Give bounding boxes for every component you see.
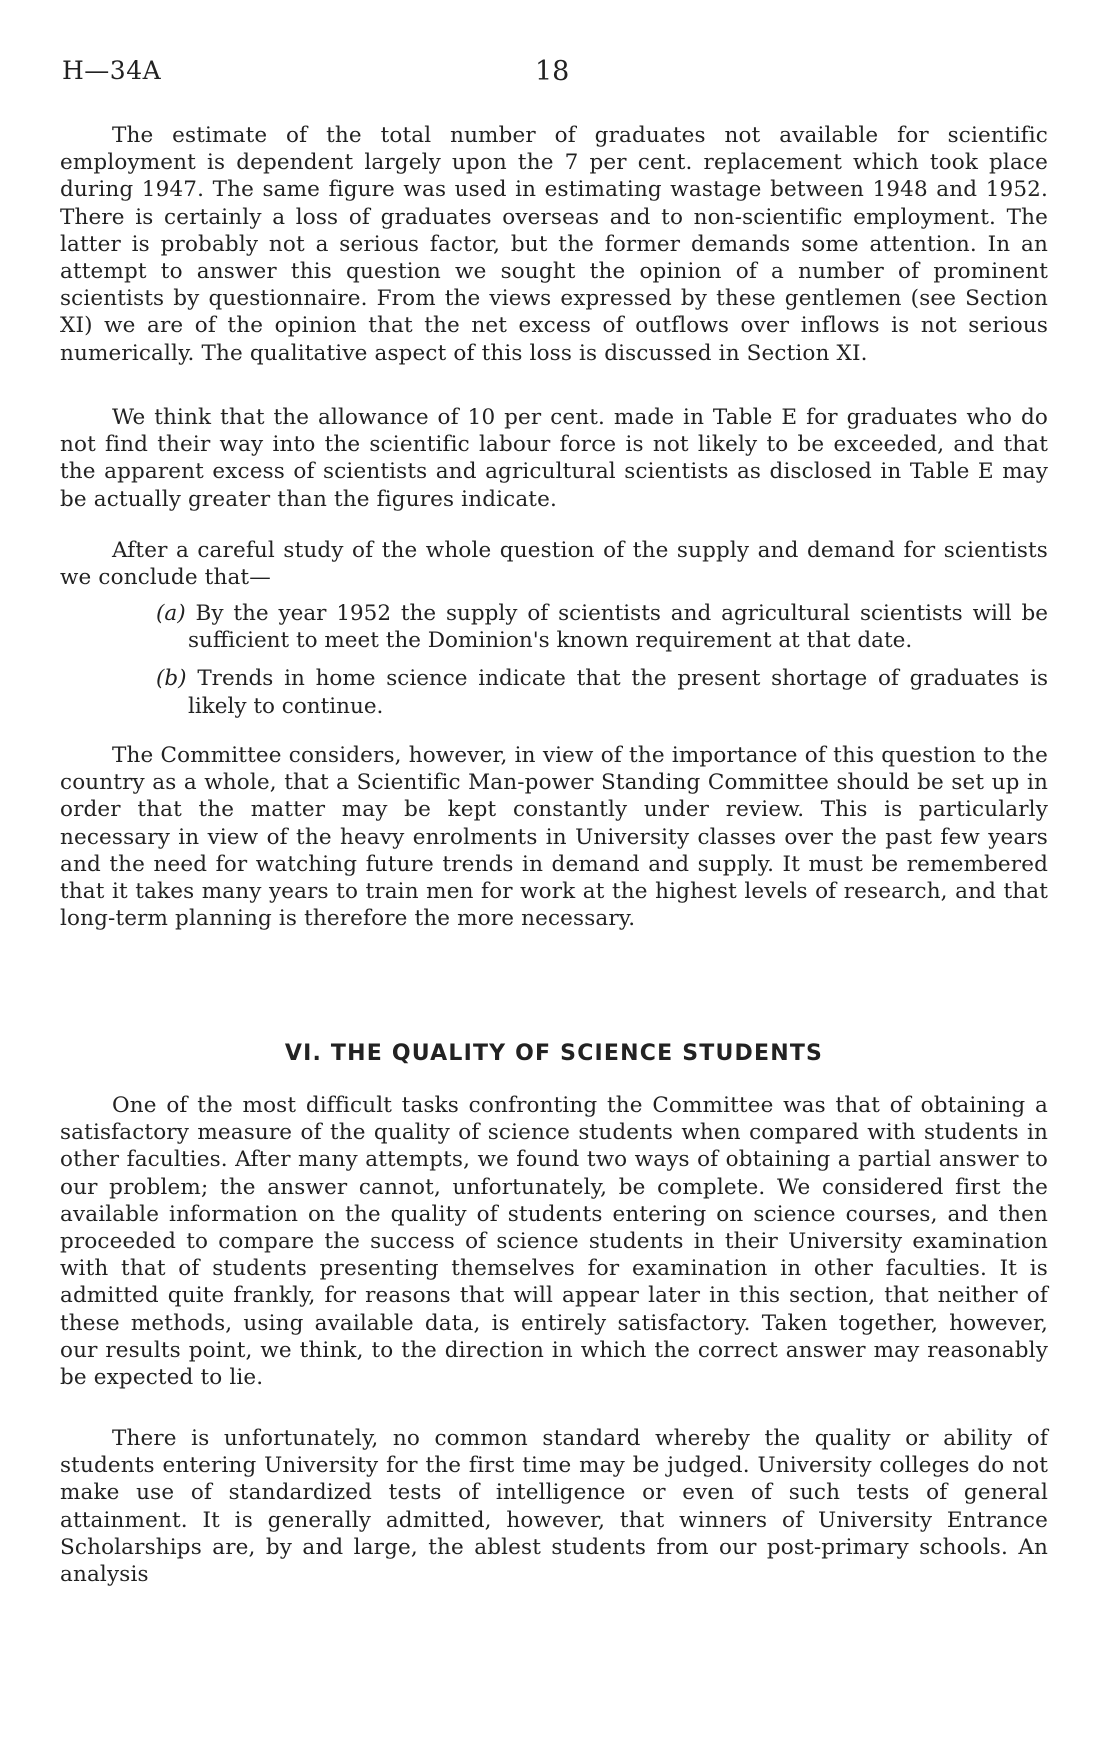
conclusion-list <box>60 600 1048 731</box>
paragraph-quality-measure: One of the most difficult tasks confronting the Committee was that of obtaining a satisfactory measure of the quality of science students when compared with students in other faculties. After many attempts, we found two ways of obtaining a partial answer to our problem; the answer cannot, unfortunately, be complete. We considered first the available information on the quality of students entering on science courses, and then proceeded to compare the success of science students in their University examination with that of students presenting themselves for examination in other faculties. It is admitted quite frankly, for reasons that will appear later in this section, that neither of these methods, using available data, is entirely satisfactory. Taken together, however, our results point, we think, to the direction in which the correct answer may reasonably be expected to lie. <box>60 1093 1048 1391</box>
paragraph-entrance-standard: There is unfortunately, no common standard whereby the quality or ability of students entering University for the first time may be judged. University colleges do not make use of standardized tests of intelligence or even of such tests of general attainment. It is generally admitted, however, that winners of University Entrance Scholarships are, by and large, the ablest students from our post-primary schools. An analysis <box>60 1426 1048 1588</box>
list-marker: (a) <box>156 601 186 626</box>
document-reference: H—34A <box>62 56 162 85</box>
conclusion-item-b <box>60 665 1048 719</box>
list-item-text: By the year 1952 the supply of scientists and agricultural scientists will be sufficient to meet the Dominion's known requirement at that date. <box>188 601 1048 654</box>
list-marker: (b) <box>156 666 187 692</box>
paragraph-conclusion-intro: After a careful study of the whole question of the supply and demand for scientists we conclude that— <box>60 538 1048 591</box>
list-item-text: Trends in home science indicate that the present shortage of graduates is likely to continue. <box>188 666 1048 719</box>
paragraph-graduate-estimate: The estimate of the total number of graduates not available for scientific employment is dependent largely upon the 7 per cent. replacement which took place during 1947. The same figure was used in estimating wastage between 1948 and 1952. There is certainly a loss of graduates overseas and to non-scientific employment. The latter is probably not a serious factor, but the former demands some attention. In an attempt to answer this question we sought the opinion of a number of prominent scientists by questionnaire. From the views expressed by these gentlemen (see Section XI) we are of the opinion that the net excess of outflows over inflows is not serious numerically. The qualitative aspect of this loss is discussed in Section XI. <box>60 123 1048 366</box>
paragraph-committee-recommendation: The Committee considers, however, in view of the importance of this question to the country as a whole, that a Scientific Man-power Standing Committee should be set up in order that the matter may be kept constantly under review. This is particularly necessary in view of the heavy enrolments in University classes over the past few years and the need for watching future trends in demand and supply. It must be remembered that it takes many years to train men for work at the highest levels of research, and that long-term planning is therefore the more necessary. <box>60 743 1048 932</box>
paragraph-allowance: We think that the allowance of 10 per cent. made in Table E for graduates who do not find their way into the scientific labour force is not likely to be exceeded, and that the apparent excess of scientists and agricultural scientists as disclosed in Table E may be actually greater than the figures indicate. <box>60 405 1048 512</box>
conclusion-item-a <box>60 600 1048 654</box>
section-heading: VI. THE QUALITY OF SCIENCE STUDENTS <box>284 1041 824 1066</box>
page-number: 18 <box>535 56 570 87</box>
